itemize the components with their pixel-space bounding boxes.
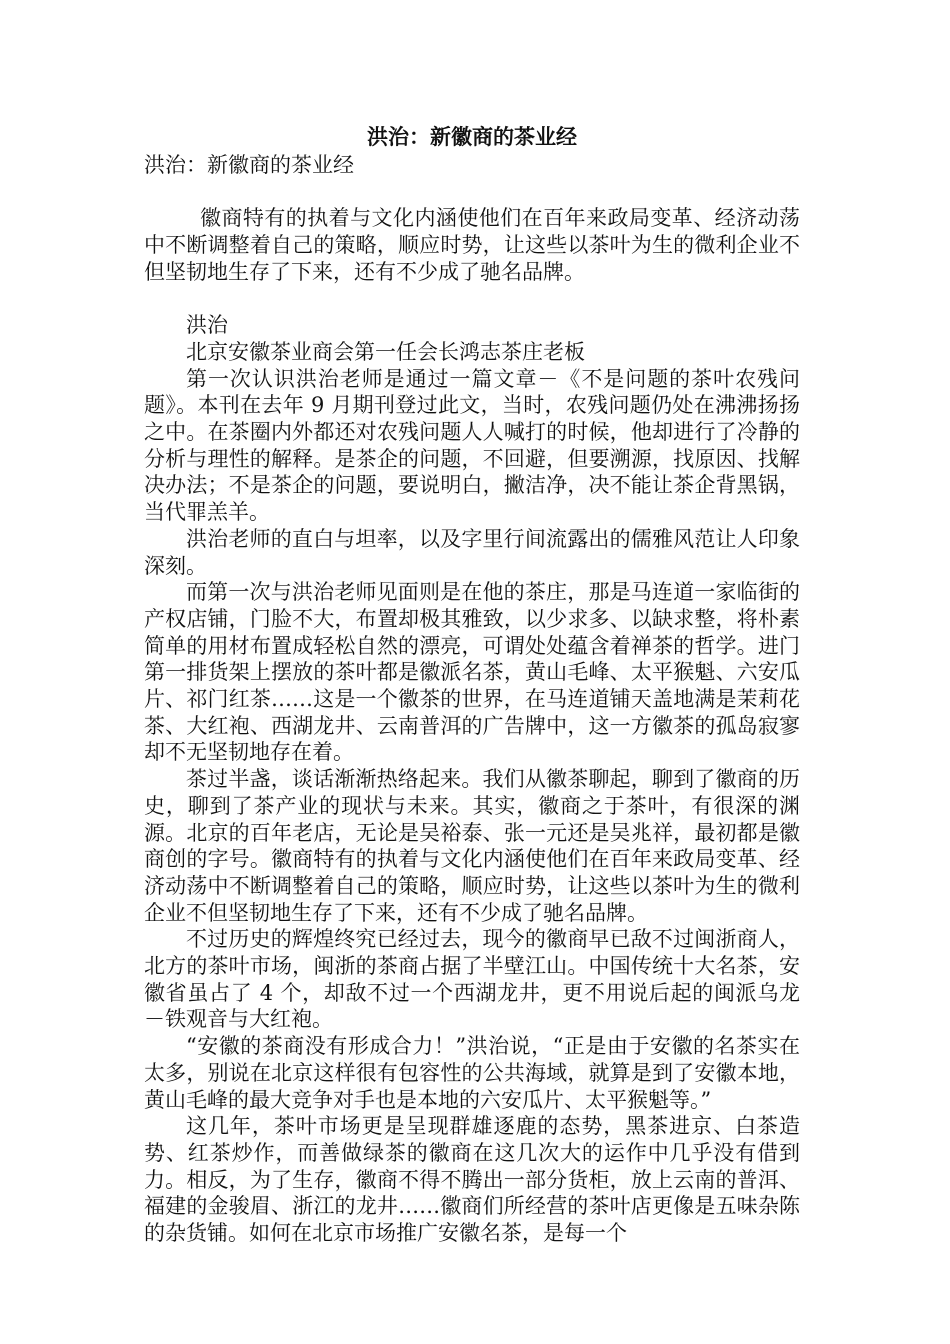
person-name: 洪治 xyxy=(186,313,228,338)
person-role: 北京安徽茶业商会第一任会长鸿志茶庄老板 xyxy=(186,339,585,364)
lead-paragraph: 徽商特有的执着与文化内涵使他们在百年来政局变革、经济动荡中不断调整着自己的策略，顺应时势，让这些以茶叶为生的微利企业不但坚韧地生存了下来，还有不少成了驰名品牌。 xyxy=(144,206,800,284)
body-paragraph: 不过历史的辉煌终究已经过去，现今的徽商早已敌不过闽浙商人，北方的茶叶市场，闽浙的茶商占据了半壁江山。中国传统十大名茶，安徽省虽占了 4 个，却敌不过一个西湖龙井，更不用说后起的闽派乌龙－铁观音与大红袍。 xyxy=(144,927,800,1032)
blank-line xyxy=(144,179,800,206)
body-paragraph: 这几年，茶叶市场更是呈现群雄逐鹿的态势，黑茶进京、白茶造势、红茶炒作，而善做绿茶的徽商在这几次大的运作中几乎没有借到力。相反，为了生存，徽商不得不腾出一部分货柜，放上云南的普洱、福建的金骏眉、浙江的龙井……徽商们所经营的茶叶店更像是五味杂陈的杂货铺。如何在北京市场推广安徽名茶，是每一个 xyxy=(144,1114,800,1246)
document-body xyxy=(144,122,800,1247)
document-subtitle: 洪治：新徽商的茶业经 xyxy=(144,153,354,177)
body-paragraph: 而第一次与洪治老师见面则是在他的茶庄，那是马连道一家临街的产权店铺，门脸不大，布置却极其雅致，以少求多、以缺求整，将朴素简单的用材布置成轻松自然的漂亮，可谓处处蕴含着禅茶的哲学。进门第一排货架上摆放的茶叶都是徽派名茶，黄山毛峰、太平猴魁、六安瓜片、祁门红茶……这是一个徽茶的世界，在马连道铺天盖地满是茉莉花茶、大红袍、西湖龙井、云南普洱的广告牌中，这一方徽茶的孤岛寂寥却不无坚韧地存在着。 xyxy=(144,580,800,765)
body-paragraph: 第一次认识洪治老师是通过一篇文章－《不是问题的茶叶农残问题》。本刊在去年 9 月期刊登过此文，当时，农残问题仍处在沸沸扬扬之中。在茶圈内外都还对农残问题人人喊打的时候，他却进行了冷静的分析与理性的解释。是茶企的问题，不回避，但要溯源，找原因、找解决办法；不是茶企的问题，要说明白，撇洁净，决不能让茶企背黑锅，当代罪羔羊。 xyxy=(144,366,800,525)
body-paragraph: 茶过半盏，谈话渐渐热络起来。我们从徽茶聊起，聊到了徽商的历史，聊到了茶产业的现状与未来。其实，徽商之于茶叶，有很深的渊源。北京的百年老店，无论是吴裕泰、张一元还是吴兆祥，最初都是徽商创的字号。徽商特有的执着与文化内涵使他们在百年来政局变革、经济动荡中不断调整着自己的策略，顺应时势，让这些以茶叶为生的微利企业不但坚韧地生存了下来，还有不少成了驰名品牌。 xyxy=(144,767,800,925)
body-paragraph: “安徽的茶商没有形成合力！”洪治说，“正是由于安徽的名茶实在太多，别说在北京这样很有包容性的公共海域，就算是到了安徽本地，黄山毛峰的最大竞争对手也是本地的六安瓜片、太平猴魁等。” xyxy=(144,1034,800,1112)
document-title: 洪治：新徽商的茶业经 xyxy=(367,124,577,149)
blank-line xyxy=(144,286,800,313)
body-paragraph: 洪治老师的直白与坦率，以及字里行间流露出的儒雅风范让人印象深刻。 xyxy=(144,526,800,578)
